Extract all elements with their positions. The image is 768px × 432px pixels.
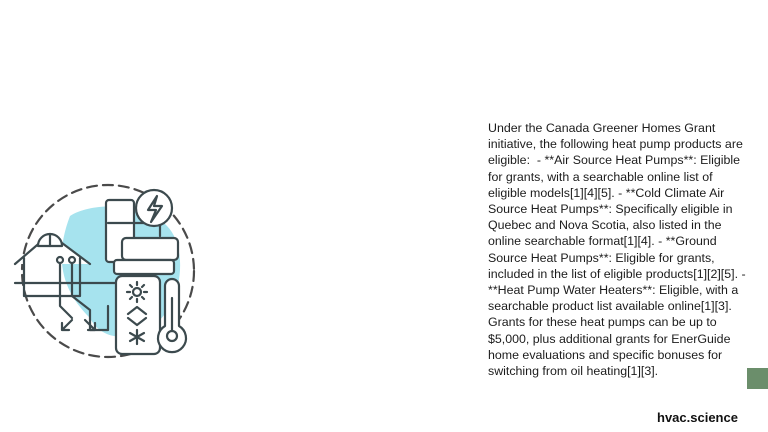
side-tab-button[interactable]	[747, 368, 768, 389]
article-text	[488, 120, 750, 432]
site-brand-label[interactable]: hvac.science	[657, 410, 738, 425]
lightning-bolt-icon	[136, 190, 172, 226]
heat-pump-illustration	[10, 178, 205, 363]
article-paragraph: Under the Canada Greener Homes Grant initiative, the following heat pump products are eligible: - **Air Source Heat Pumps**: Eligible for grants, with a searchable online list of eligible models[1][4][5]. - **Cold Climate Air Source Heat Pumps**: Specifically eligible in Quebec and Nova Scotia, also listed in the online searchable format[1][4]. - **Ground Source Heat Pumps**: Eligible for grants, included in the list of eligible products[1][2][5]. - **Heat Pump Water Heaters**: Eligible, with a searchable product list available online[1][3].	[488, 121, 750, 314]
article-paragraph: Grants for these heat pumps can be up to $5,000, plus additional grants for EnerGuide home evaluations and specific bonuses for switching from oil heating[1][3].	[488, 315, 734, 379]
thermostat-control-icon	[116, 276, 160, 354]
